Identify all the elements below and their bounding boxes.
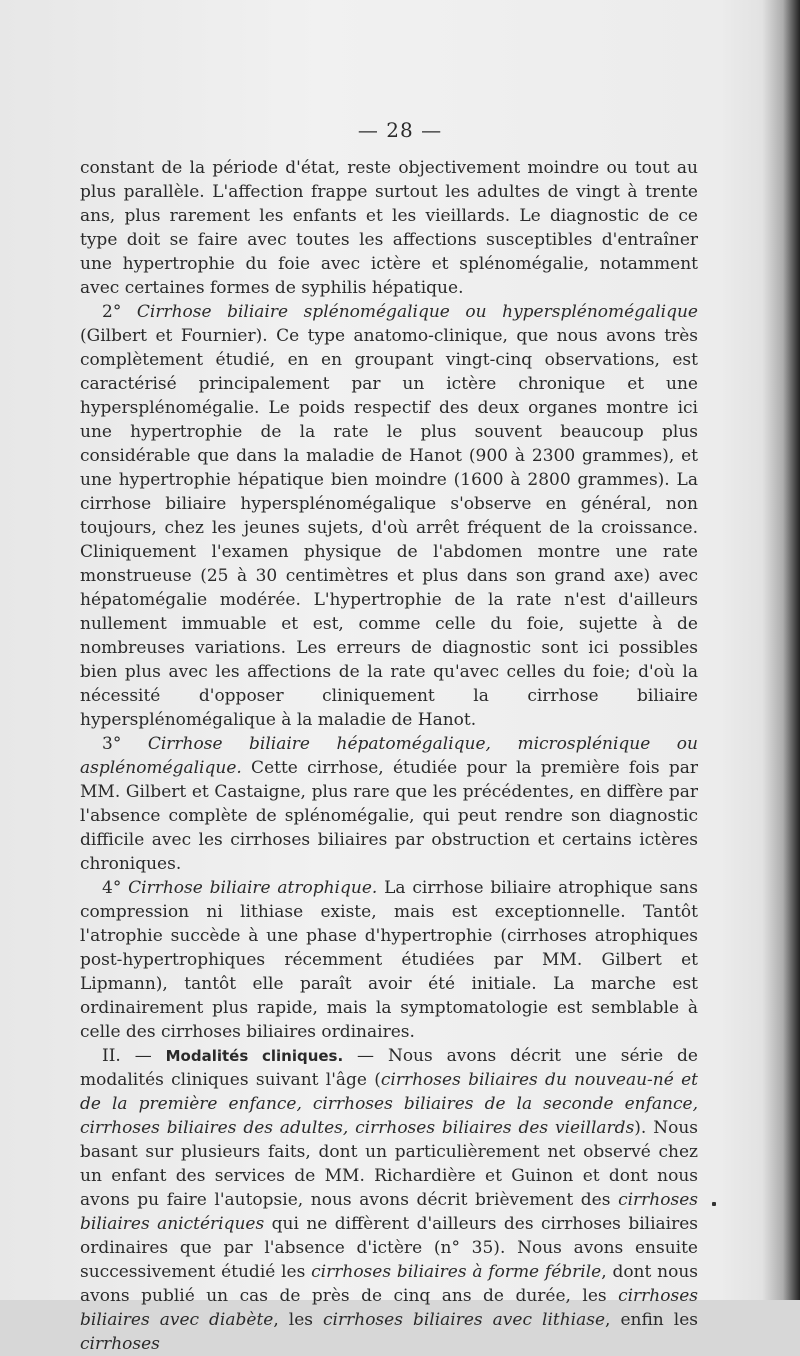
- paragraph-2-number: 2°: [102, 302, 137, 322]
- paragraph-5-text-b: ). Nous basant sur plusieurs faits, dont un particulièrement net observé chez un enfant des services de MM. Richardière et Guinon et dont nous avons pu faire l'autopsie, nous avons décrit brièvement des: [80, 1118, 698, 1210]
- paragraph-5-text-a: — Nous avons décrit une série de modalités cliniques suivant l'âge (: [80, 1046, 698, 1090]
- section-heading: Modalités cliniques.: [165, 1047, 344, 1065]
- section-number: II. —: [102, 1046, 166, 1066]
- paragraph-5: [80, 1044, 698, 1356]
- paragraph-5-italic-b: cirrhoses biliaires anictériques: [80, 1190, 698, 1234]
- ink-speck: [712, 1202, 716, 1206]
- paragraph-5-italic-c: cirrhoses biliaires à forme fébrile: [311, 1262, 602, 1282]
- paragraph-5-italic-e: cirrhoses biliaires avec lithiase: [323, 1310, 606, 1330]
- paragraph-2-heading: Cirrhose biliaire splénomégalique ou hypersplénomégalique: [136, 302, 698, 322]
- paragraph-4: [80, 876, 698, 1044]
- paragraph-1: [80, 156, 698, 300]
- paragraph-3-text: Cette cirrhose, étudiée pour la première fois par MM. Gilbert et Castaigne, plus rare que les précédentes, en diffère par l'absence complète de splénomégalie, qui peut rendre son diagnostic difficile avec les cirrhoses biliaires par obstruction et certains ictères chroniques.: [80, 758, 698, 874]
- paragraph-3-heading: Cirrhose biliaire hépatomégalique, microsplénique ou asplénomégalique.: [80, 734, 698, 778]
- paragraph-5-italic-d: cirrhoses biliaires avec diabète: [80, 1286, 698, 1330]
- binding-shadow: [762, 0, 800, 1300]
- paragraph-4-text: La cirrhose biliaire atrophique sans compression ni lithiase existe, mais est exceptionnelle. Tantôt l'atrophie succède à une phase d'hypertrophie (cirrhoses atrophiques post-hypertrophiques récemment étudiées par MM. Gilbert et Lipmann), tantôt elle paraît avoir été initiale. La marche est ordinairement plus rapide, mais la symptomatologie est semblable à celle des cirrhoses biliaires ordinaires.: [80, 878, 698, 1042]
- paragraph-4-heading: Cirrhose biliaire atrophique.: [128, 878, 378, 898]
- paragraph-5-text-d: , dont nous avons publié un cas de près de cinq ans de durée, les: [80, 1262, 699, 1306]
- paragraph-2-text: (Gilbert et Fournier). Ce type anatomo-clinique, que nous avons très complètement étudié, en en groupant vingt-cinq observations, est caractérisé principalement par un ictère chronique et une hypersplénomégalie. Le poids respectif des deux organes montre ici une hypertrophie de la rate le plus souvent beaucoup plus considérable que dans la maladie de Hanot (900 à 2300 grammes), et une hypertrophie hépatique bien moindre (1600 à 2800 grammes). La cirrhose biliaire hypersplénomégalique s'observe en général, non toujours, chez les jeunes sujets, d'où arrêt fréquent de la croissance. Cliniquement l'examen physique de l'abdomen montre une rate monstrueuse (25 à 30 centimètres et plus dans son grand axe) avec hépatomégalie modérée. L'hypertrophie de la rate n'est d'ailleurs nullement immuable et est, comme celle du foie, sujette à de nombreuses variations. Les erreurs de diagnostic sont ici possibles bien plus avec les affections de la rate qu'avec celles du foie; d'où la nécessité d'opposer cliniquement la cirrhose biliaire hypersplénomégalique à la maladie de Hanot.: [80, 326, 698, 730]
- body-text: [80, 156, 698, 1356]
- paragraph-3: [80, 732, 698, 876]
- paragraph-5-text-c: qui ne diffèrent d'ailleurs des cirrhoses biliaires ordinaires que par l'absence d'ictère (n° 35). Nous avons ensuite successivement étudié les: [80, 1214, 698, 1282]
- page-number: — 28 —: [357, 118, 443, 142]
- paragraph-1-text: constant de la période d'état, reste objectivement moindre ou tout au plus parallèle. L'affection frappe surtout les adultes de vingt à trente ans, plus rarement les enfants et les vieillards. Le diagnostic de ce type doit se faire avec toutes les affections susceptibles d'entraîner une hypertrophie du foie avec ictère et splénomégalie, notamment avec certaines formes de syphilis hépatique.: [80, 158, 698, 298]
- paragraph-5-italic-a: cirrhoses biliaires du nouveau-né et de la première enfance, cirrhoses biliaires de la seconde enfance, cirrhoses biliaires des adultes, cirrhoses biliaires des vieillards: [80, 1070, 698, 1138]
- paragraph-2: [80, 300, 698, 732]
- paragraph-5-text-e: , les: [273, 1310, 324, 1330]
- paragraph-5-italic-f: cirrhoses: [80, 1334, 160, 1354]
- paragraph-5-text-f: , enfin les: [605, 1310, 699, 1330]
- paragraph-3-number: 3°: [102, 734, 148, 754]
- paragraph-4-number: 4°: [102, 878, 129, 898]
